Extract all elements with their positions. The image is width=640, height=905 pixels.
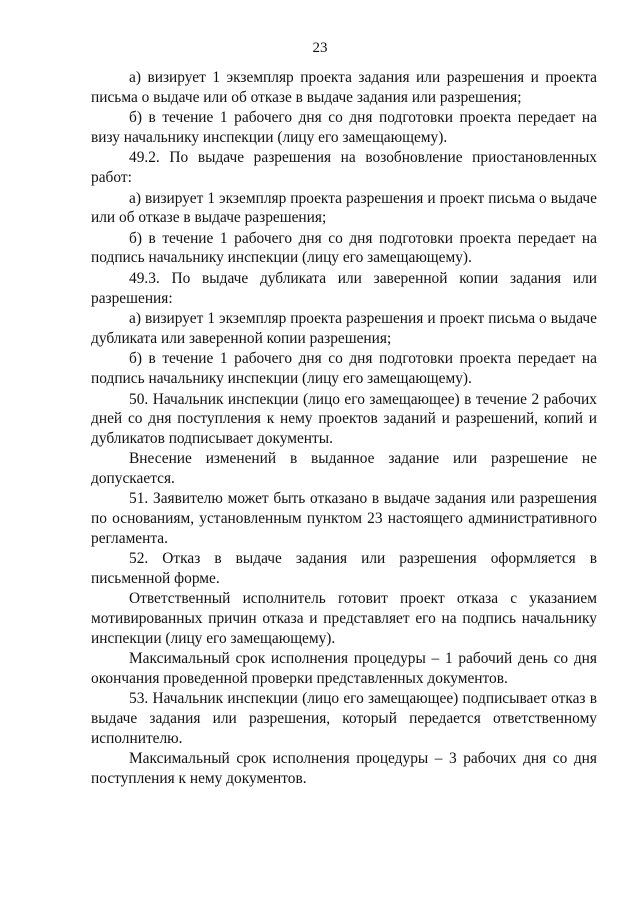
paragraph-52: 52. Отказ в выдаче задания или разрешения оформляется в письменной форме. xyxy=(91,550,597,587)
paragraph-53: 53. Начальник инспекции (лицо его замещающее) подписывает отказ в выдаче задания или разрешения, который передается ответственному исполнителю. xyxy=(91,690,597,747)
paragraph-49-3b: б) в течение 1 рабочего дня со дня подготовки проекта передает на подпись начальнику инспекции (лицу его замещающему). xyxy=(91,350,597,387)
paragraph-50-note: Внесение изменений в выданное задание или разрешение не допускается. xyxy=(91,450,597,487)
document-body xyxy=(91,68,597,789)
paragraph-52-executor: Ответственный исполнитель готовит проект отказа с указанием мотивированных причин отказа и представляет его на подпись начальнику инспекции (лицу его замещающему). xyxy=(91,590,597,647)
paragraph-53-term: Максимальный срок исполнения процедуры – 3 рабочих дня со дня поступления к нему документов. xyxy=(91,750,597,787)
page-number: 23 xyxy=(312,40,328,56)
paragraph-49-2b: б) в течение 1 рабочего дня со дня подготовки проекта передает на подпись начальнику инспекции (лицу его замещающему). xyxy=(91,229,597,267)
paragraph-1b: б) в течение 1 рабочего дня со дня подготовки проекта передает на визу начальнику инспекции (лицу его замещающему). xyxy=(91,109,597,146)
paragraph-49-3: 49.3. По выдаче дубликата или заверенной копии задания или разрешения: xyxy=(91,269,597,307)
paragraph-49-2a: а) визирует 1 экземпляр проекта разрешения и проект письма о выдаче или об отказе в выдаче разрешения; xyxy=(91,189,597,227)
paragraph-52-term: Максимальный срок исполнения процедуры – 1 рабочий день со дня окончания проведенной проверки представленных документов. xyxy=(91,650,597,687)
paragraph-49-3a: а) визирует 1 экземпляр проекта разрешения и проект письма о выдаче дубликата или заверенной копии разрешения; xyxy=(91,310,597,347)
paragraph-1a: а) визирует 1 экземпляр проекта задания или разрешения и проекта письма о выдаче или об отказе в выдаче задания или разрешения; xyxy=(91,69,597,106)
paragraph-49-2: 49.2. По выдаче разрешения на возобновление приостановленных работ: xyxy=(91,149,597,186)
paragraph-51: 51. Заявителю может быть отказано в выдаче задания или разрешения по основаниям, установленным пунктом 23 настоящего административного регламента. xyxy=(91,490,597,547)
paragraph-50: 50. Начальник инспекции (лицо его замещающее) в течение 2 рабочих дней со дня поступления к нему проектов заданий и разрешений, копий и дубликатов подписывает документы. xyxy=(91,390,597,447)
